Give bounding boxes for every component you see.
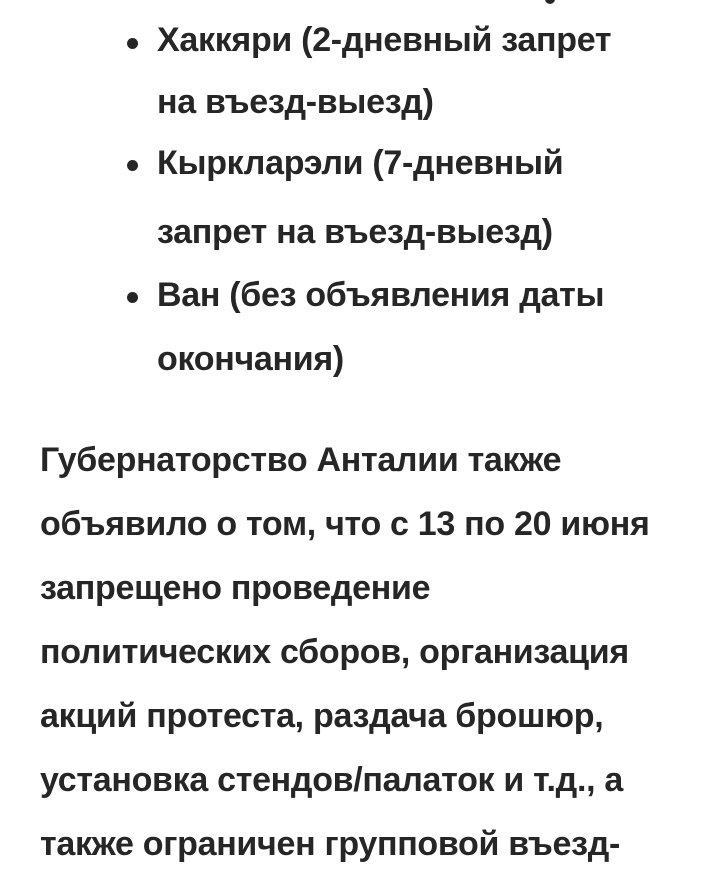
cut-off-previous-line <box>0 0 720 6</box>
paragraph-line: политических сборов, организация <box>40 633 629 671</box>
bottom-crop-edge <box>0 866 720 889</box>
list-item-line: Кыркларэли (7-дневный <box>157 144 564 182</box>
list-item-line: Ван (без объявления даты <box>157 276 605 314</box>
bullet-icon <box>127 160 138 171</box>
paragraph-line: Губернаторство Анталии также <box>40 441 562 479</box>
list-item-line: окончания) <box>157 340 344 378</box>
paragraph-line: акций протеста, раздача брошюр, <box>40 697 604 735</box>
paragraph-line: запрещено проведение <box>40 569 431 607</box>
paragraph-line: установка стендов/палаток и т.д., а <box>40 761 623 799</box>
bullet-icon <box>127 292 138 303</box>
paragraph-line: также ограничен групповой въезд- <box>40 825 621 863</box>
bullet-icon <box>127 38 138 49</box>
list-item-line: Хаккяри (2-дневный запрет <box>157 21 612 59</box>
cut-off-glyph <box>545 0 555 4</box>
list-item-line: запрет на въезд-выезд) <box>157 213 553 251</box>
paragraph-line: объявило о том, что с 13 по 20 июня <box>40 505 650 543</box>
list-item-line: на въезд-выезд) <box>157 83 434 121</box>
